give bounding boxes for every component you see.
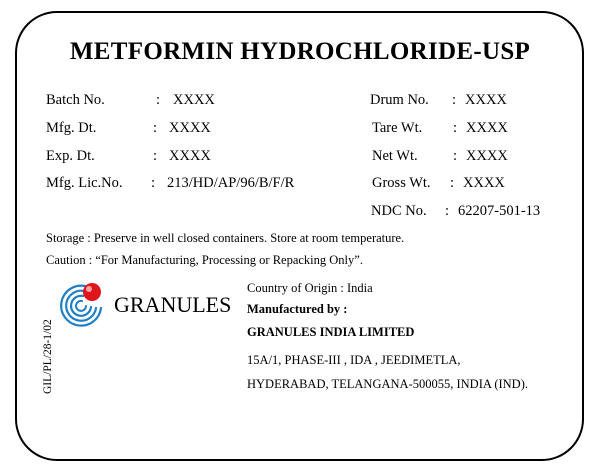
- gross-wt-label: Gross Wt.: [372, 175, 431, 191]
- batch-no-sep: :: [156, 92, 161, 108]
- mfg-date-label: Mfg. Dt.: [46, 120, 97, 136]
- storage-text: Storage : Preserve in well closed containers. Store at room temperature.: [46, 231, 405, 245]
- document-code: GIL/PL/28-1/02: [42, 319, 54, 394]
- mfg-lic-sep: :: [151, 175, 156, 191]
- manufactured-by-label: Manufactured by :: [247, 302, 348, 316]
- batch-no-label: Batch No.: [46, 92, 105, 108]
- net-wt-sep: :: [453, 148, 458, 164]
- mfg-lic-value: 213/HD/AP/96/B/F/R: [167, 175, 295, 191]
- company-name: GRANULES INDIA LIMITED: [247, 325, 415, 339]
- net-wt-value: XXXX: [466, 148, 508, 164]
- batch-no-value: XXXX: [173, 92, 215, 108]
- tare-wt-label: Tare Wt.: [372, 120, 423, 136]
- net-wt-label: Net Wt.: [372, 148, 418, 164]
- gross-wt-sep: :: [450, 175, 455, 191]
- ndc-no-sep: :: [445, 203, 450, 219]
- exp-date-value: XXXX: [169, 148, 211, 164]
- drum-no-value: XXXX: [465, 92, 507, 108]
- ndc-no-label: NDC No.: [371, 203, 427, 219]
- mfg-lic-label: Mfg. Lic.No.: [46, 175, 123, 191]
- drum-no-sep: :: [452, 92, 457, 108]
- mfg-date-value: XXXX: [169, 120, 211, 136]
- address-line-1: 15A/1, PHASE-III , IDA , JEEDIMETLA,: [247, 353, 461, 367]
- tare-wt-sep: :: [453, 120, 458, 136]
- mfg-date-sep: :: [153, 120, 158, 136]
- exp-date-sep: :: [153, 148, 158, 164]
- ndc-no-value: 62207-501-13: [458, 203, 541, 219]
- tare-wt-value: XXXX: [466, 120, 508, 136]
- caution-text: Caution : “For Manufacturing, Processing or Repacking Only”.: [46, 253, 363, 267]
- product-title: METFORMIN HYDROCHLORIDE-USP: [69, 38, 531, 65]
- gross-wt-value: XXXX: [463, 175, 505, 191]
- address-line-2: HYDERABAD, TELANGANA-500055, INDIA (IND).: [247, 377, 528, 391]
- country-of-origin: Country of Origin : India: [247, 281, 373, 295]
- exp-date-label: Exp. Dt.: [46, 148, 95, 164]
- drum-no-label: Drum No.: [370, 92, 429, 108]
- granules-logo-icon: [55, 278, 107, 330]
- brand-name: GRANULES: [114, 292, 232, 317]
